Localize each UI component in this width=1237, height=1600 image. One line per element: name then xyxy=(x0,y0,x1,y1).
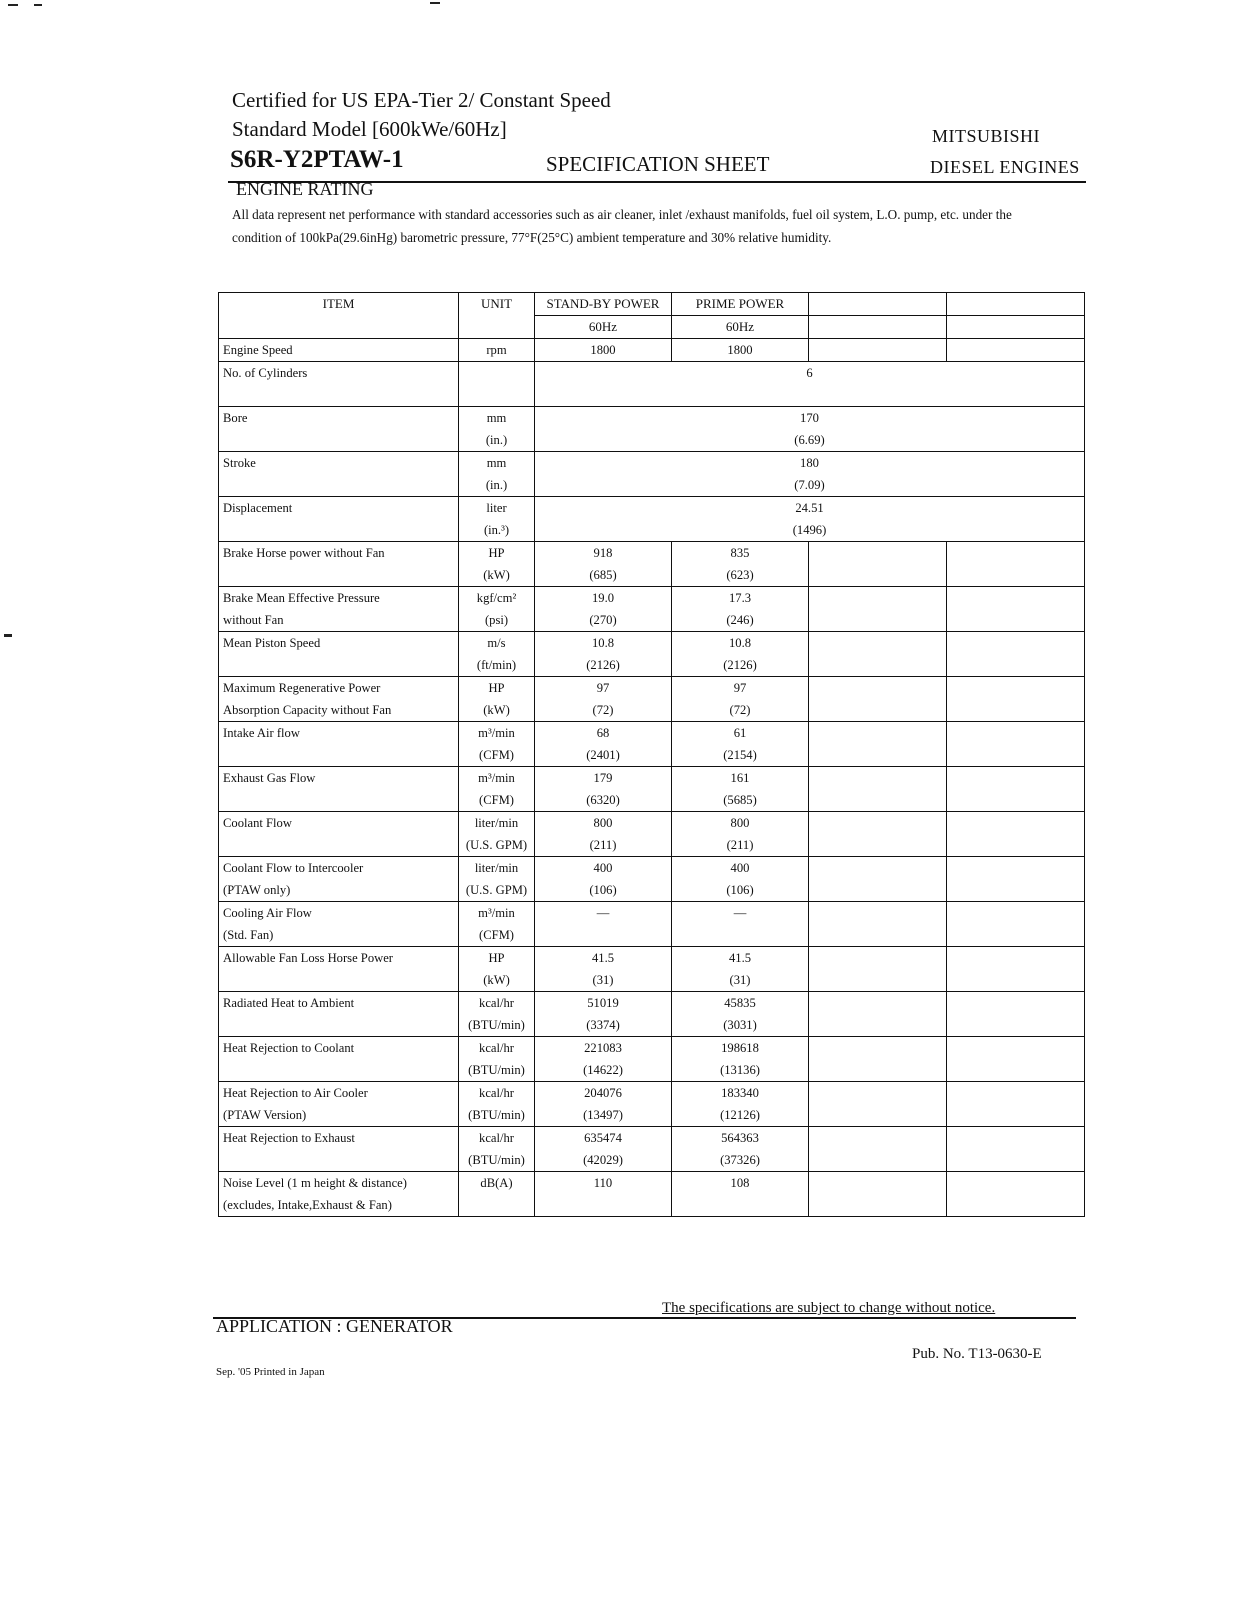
table-row-displacement xyxy=(219,497,1085,542)
table-row xyxy=(219,1172,1085,1217)
prime-cell: 564363 (37326) xyxy=(672,1127,809,1172)
cylinders-value-cell: 6 xyxy=(535,362,1085,407)
empty-cell xyxy=(809,1172,947,1217)
empty-cell xyxy=(947,587,1085,632)
unit-cell: dB(A) xyxy=(459,1172,535,1217)
standard-model-line: Standard Model [600kWe/60Hz] xyxy=(232,117,507,141)
table-row xyxy=(219,1037,1085,1082)
item-cell: Allowable Fan Loss Horse Power xyxy=(219,947,459,992)
item-cell: Radiated Heat to Ambient xyxy=(219,992,459,1037)
empty-cell xyxy=(947,857,1085,902)
empty-cell xyxy=(947,947,1085,992)
prime-cell: 41.5 (31) xyxy=(672,947,809,992)
standby-cell: 221083 (14622) xyxy=(535,1037,672,1082)
standby-cell: 204076 (13497) xyxy=(535,1082,672,1127)
empty-cell xyxy=(947,1082,1085,1127)
displacement-value-cell: 24.51 (1496) xyxy=(535,497,1085,542)
empty-cell xyxy=(947,767,1085,812)
standby-cell: — xyxy=(535,902,672,947)
model-number: S6R-Y2PTAW-1 xyxy=(230,146,404,173)
empty-cell xyxy=(809,339,947,362)
standby-cell: 179 (6320) xyxy=(535,767,672,812)
standby-cell: 635474 (42029) xyxy=(535,1127,672,1172)
empty-cell xyxy=(947,902,1085,947)
table-row xyxy=(219,677,1085,722)
item-cell: No. of Cylinders xyxy=(219,362,459,407)
header-empty-3 xyxy=(809,316,947,339)
standby-cell: 10.8 (2126) xyxy=(535,632,672,677)
table-row xyxy=(219,857,1085,902)
table-row xyxy=(219,947,1085,992)
header-standby: STAND-BY POWER xyxy=(535,293,672,316)
empty-cell xyxy=(809,722,947,767)
item-cell: Mean Piston Speed xyxy=(219,632,459,677)
empty-cell xyxy=(947,1127,1085,1172)
unit-cell: liter/min (U.S. GPM) xyxy=(459,812,535,857)
prime-cell: 10.8 (2126) xyxy=(672,632,809,677)
table-row xyxy=(219,992,1085,1037)
empty-cell xyxy=(947,1037,1085,1082)
empty-cell xyxy=(809,1082,947,1127)
item-cell: Brake Mean Effective Pressure without Fan xyxy=(219,587,459,632)
empty-cell xyxy=(809,902,947,947)
table-row-engine-speed xyxy=(219,339,1085,362)
item-cell: Maximum Regenerative Power Absorption Capacity without Fan xyxy=(219,677,459,722)
change-notice: The specifications are subject to change without notice. xyxy=(662,1300,996,1316)
unit-cell: kcal/hr (BTU/min) xyxy=(459,1127,535,1172)
standby-cell: 110 xyxy=(535,1172,672,1217)
item-cell: Stroke xyxy=(219,452,459,497)
scan-mark xyxy=(430,2,440,4)
empty-cell xyxy=(809,947,947,992)
table-row xyxy=(219,767,1085,812)
header-prime-freq: 60Hz xyxy=(672,316,809,339)
empty-cell xyxy=(947,677,1085,722)
standby-cell: 400 (106) xyxy=(535,857,672,902)
item-cell: Coolant Flow to Intercooler (PTAW only) xyxy=(219,857,459,902)
section-title: ENGINE RATING xyxy=(236,179,374,199)
unit-cell: HP (kW) xyxy=(459,677,535,722)
standby-cell: 41.5 (31) xyxy=(535,947,672,992)
item-cell: Brake Horse power without Fan xyxy=(219,542,459,587)
standby-cell: 1800 xyxy=(535,339,672,362)
item-cell: Heat Rejection to Air Cooler (PTAW Version) xyxy=(219,1082,459,1127)
prime-cell: 198618 (13136) xyxy=(672,1037,809,1082)
item-cell: Heat Rejection to Coolant xyxy=(219,1037,459,1082)
standby-cell: 800 (211) xyxy=(535,812,672,857)
unit-cell: liter (in.³) xyxy=(459,497,535,542)
table-row xyxy=(219,587,1085,632)
scan-mark xyxy=(8,4,18,6)
prime-cell: 835 (623) xyxy=(672,542,809,587)
unit-cell xyxy=(459,362,535,407)
certification-line: Certified for US EPA-Tier 2/ Constant Speed xyxy=(232,88,611,112)
empty-cell xyxy=(947,1172,1085,1217)
table-row xyxy=(219,632,1085,677)
table-row-cylinders xyxy=(219,362,1085,407)
item-cell: Noise Level (1 m height & distance) (excludes, Intake,Exhaust & Fan) xyxy=(219,1172,459,1217)
header-empty-2 xyxy=(947,293,1085,316)
unit-cell: kcal/hr (BTU/min) xyxy=(459,1082,535,1127)
header-empty-4 xyxy=(947,316,1085,339)
standby-cell: 51019 (3374) xyxy=(535,992,672,1037)
item-cell: Heat Rejection to Exhaust xyxy=(219,1127,459,1172)
standby-cell: 19.0 (270) xyxy=(535,587,672,632)
empty-cell xyxy=(809,1127,947,1172)
standby-cell: 68 (2401) xyxy=(535,722,672,767)
empty-cell xyxy=(947,812,1085,857)
unit-cell: m³/min (CFM) xyxy=(459,902,535,947)
item-cell: Engine Speed xyxy=(219,339,459,362)
table-row xyxy=(219,902,1085,947)
empty-cell xyxy=(947,542,1085,587)
empty-cell xyxy=(809,992,947,1037)
unit-cell: kcal/hr (BTU/min) xyxy=(459,992,535,1037)
unit-cell: rpm xyxy=(459,339,535,362)
scan-mark xyxy=(4,634,12,637)
item-cell: Exhaust Gas Flow xyxy=(219,767,459,812)
table-row xyxy=(219,722,1085,767)
item-cell: Intake Air flow xyxy=(219,722,459,767)
standby-cell: 918 (685) xyxy=(535,542,672,587)
unit-cell: kcal/hr (BTU/min) xyxy=(459,1037,535,1082)
bore-value-cell: 170 (6.69) xyxy=(535,407,1085,452)
item-cell: Coolant Flow xyxy=(219,812,459,857)
standby-cell: 97 (72) xyxy=(535,677,672,722)
prime-cell: 400 (106) xyxy=(672,857,809,902)
unit-cell: m³/min (CFM) xyxy=(459,767,535,812)
sheet-title: SPECIFICATION SHEET xyxy=(546,152,770,176)
prime-cell: — xyxy=(672,902,809,947)
empty-cell xyxy=(809,587,947,632)
table-row-bore xyxy=(219,407,1085,452)
empty-cell xyxy=(809,812,947,857)
empty-cell xyxy=(809,857,947,902)
unit-cell: mm (in.) xyxy=(459,452,535,497)
empty-cell xyxy=(947,992,1085,1037)
item-cell: Cooling Air Flow (Std. Fan) xyxy=(219,902,459,947)
application-label: APPLICATION : GENERATOR xyxy=(216,1316,453,1336)
prime-cell: 800 (211) xyxy=(672,812,809,857)
unit-cell: kgf/cm² (psi) xyxy=(459,587,535,632)
scan-mark xyxy=(34,4,42,6)
brand-line-1: MITSUBISHI xyxy=(932,126,1041,146)
header-prime: PRIME POWER xyxy=(672,293,809,316)
unit-cell: liter/min (U.S. GPM) xyxy=(459,857,535,902)
stroke-value-cell: 180 (7.09) xyxy=(535,452,1085,497)
unit-cell: HP (kW) xyxy=(459,542,535,587)
table-row xyxy=(219,1127,1085,1172)
empty-cell xyxy=(947,632,1085,677)
prime-cell: 61 (2154) xyxy=(672,722,809,767)
unit-cell: mm (in.) xyxy=(459,407,535,452)
empty-cell xyxy=(947,339,1085,362)
brand-line-2: DIESEL ENGINES xyxy=(930,157,1080,177)
prime-cell: 97 (72) xyxy=(672,677,809,722)
empty-cell xyxy=(809,632,947,677)
unit-cell: HP (kW) xyxy=(459,947,535,992)
header-standby-freq: 60Hz xyxy=(535,316,672,339)
table-row xyxy=(219,1082,1085,1127)
prime-cell: 161 (5685) xyxy=(672,767,809,812)
table-header-row xyxy=(219,293,1085,316)
prime-cell: 17.3 (246) xyxy=(672,587,809,632)
unit-cell: m/s (ft/min) xyxy=(459,632,535,677)
empty-cell xyxy=(809,542,947,587)
table-row xyxy=(219,542,1085,587)
item-cell: Bore xyxy=(219,407,459,452)
header-item: ITEM xyxy=(219,293,459,339)
prime-cell: 1800 xyxy=(672,339,809,362)
empty-cell xyxy=(809,677,947,722)
header-empty-1 xyxy=(809,293,947,316)
printed-date: Sep. '05 Printed in Japan xyxy=(216,1366,325,1378)
intro-text: All data represent net performance with standard accessories such as air cleaner, inlet /exhaust manifolds, fuel oil system, L.O. pump, etc. under the condition of 100kPa(29.6inHg) barometric pressure, 77°F(25°C) ambient temperature and 30% relative humidity. xyxy=(232,207,1012,245)
empty-cell xyxy=(947,722,1085,767)
empty-cell xyxy=(809,767,947,812)
table-row-stroke xyxy=(219,452,1085,497)
prime-cell: 45835 (3031) xyxy=(672,992,809,1037)
publication-number: Pub. No. T13-0630-E xyxy=(912,1346,1042,1362)
table-row xyxy=(219,812,1085,857)
spec-table xyxy=(218,292,1085,1217)
prime-cell: 108 xyxy=(672,1172,809,1217)
prime-cell: 183340 (12126) xyxy=(672,1082,809,1127)
unit-cell: m³/min (CFM) xyxy=(459,722,535,767)
empty-cell xyxy=(809,1037,947,1082)
item-cell: Displacement xyxy=(219,497,459,542)
header-unit: UNIT xyxy=(459,293,535,339)
